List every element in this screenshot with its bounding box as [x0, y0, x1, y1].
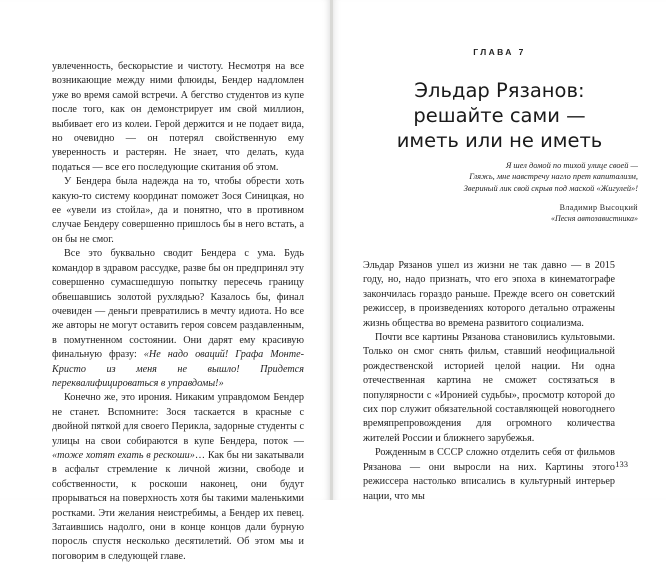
epigraph-source: «Песня автозавистника» [550, 214, 638, 224]
italic-quote: «тоже хотят ехать в рескоши» [52, 449, 195, 461]
text-run: У Бендера была надежда на то, чтобы обрести хоть какую-то систему координат поможет Зося Синицкая, но ее «увели из стойла», да и понятно, что в противном случае Бендеру совершенно пришлось бы в него встать, а он бы не смог. [52, 176, 304, 245]
body-paragraph [52, 247, 304, 391]
text-run: … Как бы ни закатывали в асфальт стремление к личной жизни, свободе и собственности, к роскоши наконец, они будут прорываться на поверхность хотя бы такими маленькими ростками. Эти желания неистребимы, а Бендер их певец. Затаившись надолго, они в конце концов дали бурную поросль спустя несколько десятилетий. Об этом мы и поговорим в следующей главе. [52, 449, 304, 562]
epigraph-line: Гляжь, мне навстречу нагло прет капитализм, [469, 172, 638, 182]
text-run: Почти все картины Рязанова становились культовыми. Только он смог снять фильм, ставший неофициальной рождественской историей целой нации. Ни одна отечественная картина не сможет состязаться в популярности с «Иронией судьбы», просмотр которой до сих пор служит обязательной составляющей новогоднего времяпрепровождения для огромного количества жителей России и ближнего зарубежья. [363, 332, 615, 444]
chapter-title-line: Эльдар Рязанов: [414, 79, 585, 102]
text-run: Эльдар Рязанов ушел из жизни не так давно — в 2015 году, но, надо признать, что его эпоха в кинематографе закончилась гораздо раньше. Прежде всего он советский режиссер, в произведениях которого детально отражены жизнь общества во времена развитого социализма. [363, 260, 615, 329]
text-run: Конечно же, это ирония. Никаким управдомом Бендер не станет. Вспомните: Зося таскается в красные с двойной пяткой для своего Перикла, задорные студенты с улицы на свои собираются в купе Бендера, поток — [52, 392, 304, 447]
epigraph [453, 160, 638, 224]
right-page [333, 0, 666, 500]
text-run: увлеченность, бескорыстие и чистоту. Несмотря на все возникающие между ними флюиды, Бендер надломлен уже во время самой встречи. А бегство студентов из купе после того, как он демонстрирует им свой миллион, выбивает его из колеи. Герой держится и не подает вида, но очевидно — он потерял свойственную ему уверенность и растерян. Не знает, что делать, куда податься — все его последующие скитания об этом. [52, 61, 304, 173]
epigraph-author: Владимир Высоцкий [559, 203, 638, 213]
right-page-body [363, 259, 615, 504]
chapter-label: ГЛАВА 7 [473, 47, 526, 57]
text-run: Рожденным в СССР сложно отделить себя от фильмов Рязанова — они выросли на них. Картины этого режиссера настолько вписались в культурный интерьер нации, что мы [363, 447, 615, 502]
body-paragraph [52, 391, 304, 564]
epigraph-line: Я шел домой по тихой улице своей — [505, 161, 638, 170]
body-paragraph [52, 175, 304, 247]
italic-quote: «Не надо оваций! Графа Монте-Кристо из меня не вышло! Придется переквалифицироваться в управдомы!» [52, 349, 304, 389]
body-paragraph [52, 60, 304, 175]
text-run: Все это буквально сводит Бендера с ума. Будь командор в здравом рассудке, разве бы он предпринял эту совершенно сумасшедшую попытку пересечь границу обвешавшись золотой рухлядью? Казалось бы, финал очевиден — деньги превратились в мечту идиота. Но все же авторы не могут оставить героя совсем раздавленным, в помутненном состоянии. Они дарят ему красивую финальную фразу: [52, 248, 304, 361]
page-number: 133 [615, 459, 628, 469]
chapter-title-line: решайте сами — [413, 104, 586, 127]
chapter-title-line: иметь или не иметь [396, 129, 603, 152]
chapter-title [333, 78, 666, 153]
left-page-body [52, 60, 304, 564]
body-paragraph [363, 331, 615, 446]
left-page [0, 0, 330, 562]
epigraph-line: Звериный лик свой скрыв под маской «Жигулей»! [463, 183, 638, 193]
body-paragraph [363, 446, 615, 504]
body-paragraph [363, 259, 615, 331]
